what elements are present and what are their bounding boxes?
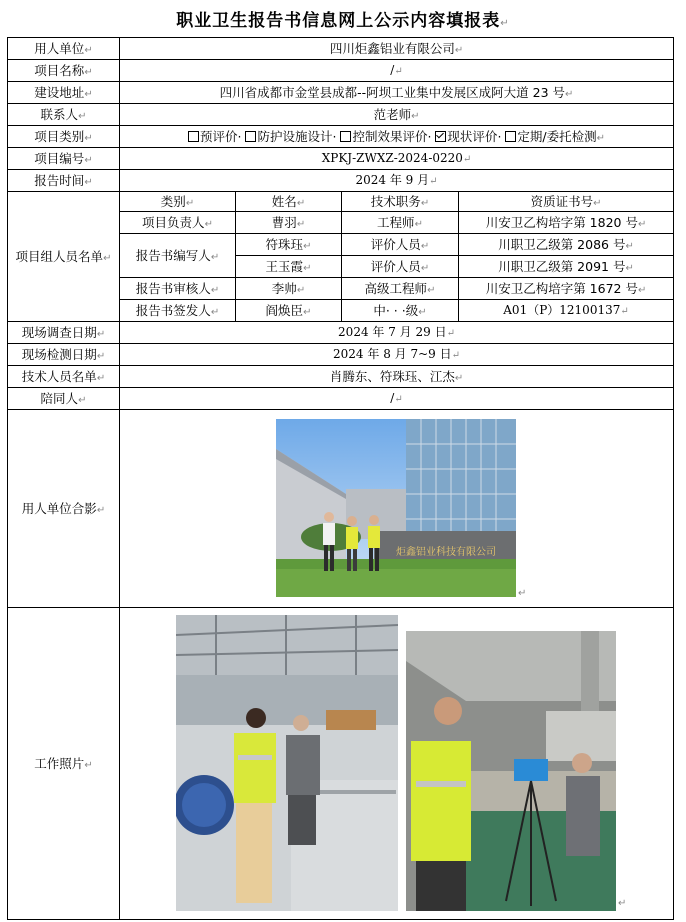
option-current-evaluation[interactable]: 现状评价 [435, 129, 497, 144]
team-header-title: 技术职务↵ [342, 192, 459, 212]
technicians-label: 技术人员名单↵ [8, 366, 120, 388]
row-project-no [8, 148, 674, 170]
team-name: 曹羽↵ [236, 212, 342, 234]
work-photo-left-image [176, 615, 398, 911]
row-contact [8, 104, 674, 126]
row-work-photos [8, 608, 674, 920]
survey-date-value: 2024 年 7 月 29 日↵ [120, 322, 674, 344]
team-role: 报告书签发人↵ [120, 300, 236, 322]
sign-text: 炬鑫铝业科技有限公司 [396, 547, 496, 558]
team-role: 报告书编写人↵ [120, 234, 236, 278]
team-header-row [8, 192, 674, 212]
test-date-value: 2024 年 8 月 7~9 日↵ [120, 344, 674, 366]
escort-label: 陪同人↵ [8, 388, 120, 410]
team-cert: 川职卫乙级第 2086 号↵ [459, 234, 674, 256]
project-type-options: 预评价· 防护设施设计· 控制效果评价· 现状评价· 定期/委托检测↵ [120, 126, 674, 148]
address-value: 四川省成都市金堂县成都--阿坝工业集中发展区成阿大道 23 号↵ [120, 82, 674, 104]
escort-value: /↵ [120, 388, 674, 410]
team-title: 评价人员↵ [342, 234, 459, 256]
test-date-label: 现场检测日期↵ [8, 344, 120, 366]
option-periodic-testing[interactable]: 定期/委托检测 [505, 129, 596, 144]
row-test-date [8, 344, 674, 366]
team-name: 符珠珏↵ [236, 234, 342, 256]
checked-checkbox-icon[interactable] [435, 131, 446, 142]
row-address [8, 82, 674, 104]
team-title: 工程师↵ [342, 212, 459, 234]
team-header-category: 类别↵ [120, 192, 236, 212]
option-pre-evaluation[interactable]: 预评价 [188, 129, 238, 144]
group-photo-image [276, 419, 516, 597]
technicians-value: 肖腾东、符珠珏、江杰↵ [120, 366, 674, 388]
row-survey-date [8, 322, 674, 344]
team-cert: A01（P）12100137↵ [459, 300, 674, 322]
group-photo-cell: 炬鑫铝业科技有限公司 ↵ [120, 410, 674, 608]
team-cert: 川安卫乙构培字第 1672 号↵ [459, 278, 674, 300]
work-photos-label: 工作照片↵ [8, 608, 120, 920]
project-no-label: 项目编号↵ [8, 148, 120, 170]
team-name: 阎焕臣↵ [236, 300, 342, 322]
team-name: 王玉霞↵ [236, 256, 342, 278]
contact-label: 联系人↵ [8, 104, 120, 126]
team-title: 评价人员↵ [342, 256, 459, 278]
work-photos-cell: ↵ [120, 608, 674, 920]
team-header-name: 姓名↵ [236, 192, 342, 212]
report-time-value: 2024 年 9 月↵ [120, 170, 674, 192]
employer-label: 用人单位↵ [8, 38, 120, 60]
contact-value: 范老师↵ [120, 104, 674, 126]
row-group-photo [8, 410, 674, 608]
team-label: 项目组人员名单↵ [8, 192, 120, 322]
project-name-label: 项目名称↵ [8, 60, 120, 82]
address-label: 建设地址↵ [8, 82, 120, 104]
row-report-time [8, 170, 674, 192]
group-photo-label: 用人单位合影↵ [8, 410, 120, 608]
checkbox-icon[interactable] [245, 131, 256, 142]
row-escort [8, 388, 674, 410]
team-title: 中· · ·级↵ [342, 300, 459, 322]
project-no-value: XPKJ-ZWXZ-2024-0220↵ [120, 148, 674, 170]
team-role: 报告书审核人↵ [120, 278, 236, 300]
team-header-cert: 资质证书号↵ [459, 192, 674, 212]
row-technicians [8, 366, 674, 388]
checkbox-icon[interactable] [340, 131, 351, 142]
row-project-type [8, 126, 674, 148]
disclosure-form-table [7, 37, 674, 920]
project-name-value: /↵ [120, 60, 674, 82]
row-employer [8, 38, 674, 60]
survey-date-label: 现场调查日期↵ [8, 322, 120, 344]
row-project-name [8, 60, 674, 82]
checkbox-icon[interactable] [505, 131, 516, 142]
option-control-effect[interactable]: 控制效果评价 [340, 129, 427, 144]
option-protection-design[interactable]: 防护设施设计 [245, 129, 332, 144]
team-name: 李帅↵ [236, 278, 342, 300]
team-cert: 川职卫乙级第 2091 号↵ [459, 256, 674, 278]
form-title: 职业卫生报告书信息网上公示内容填报表↵ [176, 11, 510, 31]
work-photo-right-image [406, 631, 616, 911]
team-title: 高级工程师↵ [342, 278, 459, 300]
checkbox-icon[interactable] [188, 131, 199, 142]
team-cert: 川安卫乙构培字第 1820 号↵ [459, 212, 674, 234]
project-type-label: 项目类别↵ [8, 126, 120, 148]
team-role: 项目负责人↵ [120, 212, 236, 234]
employer-value: 四川炬鑫铝业有限公司↵ [120, 38, 674, 60]
report-time-label: 报告时间↵ [8, 170, 120, 192]
